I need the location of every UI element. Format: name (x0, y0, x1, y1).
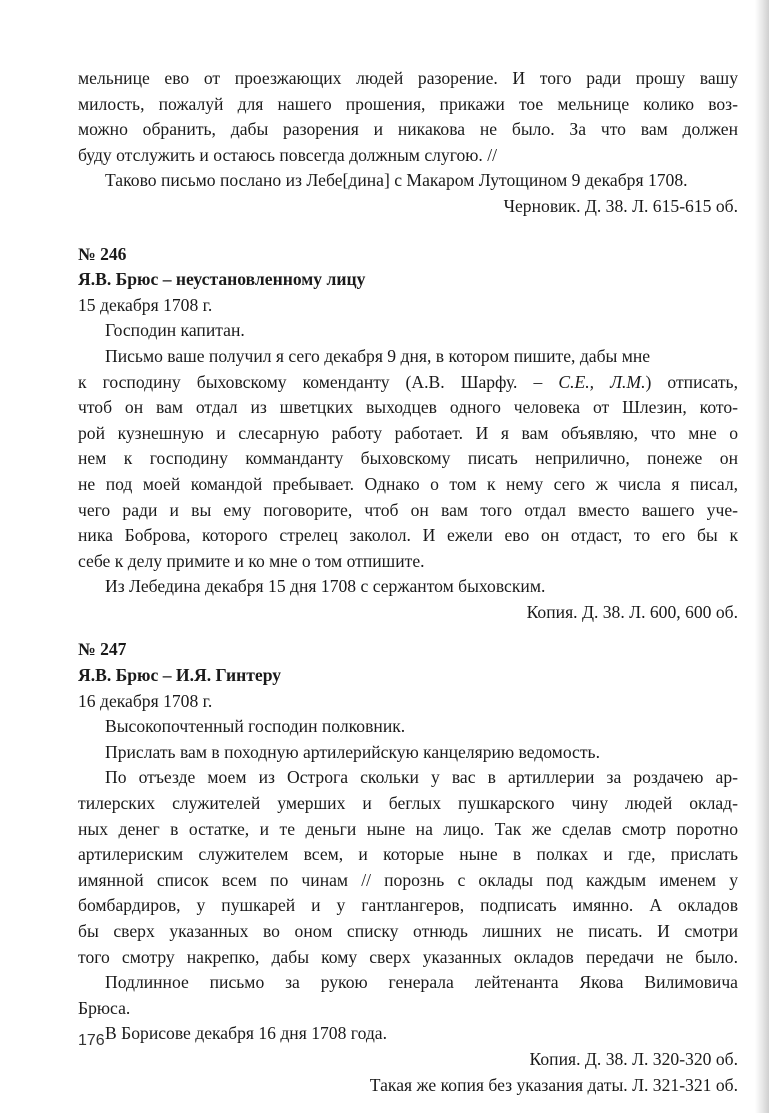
doc-246-title: Я.В. Брюс – неустановленному лицу (78, 269, 366, 290)
editor-initials: С.Е., Л.М. (558, 371, 646, 392)
doc-247-number: № 247 (78, 639, 127, 660)
doc-247-para-line-6: бомбардиров, у пушкарей и у гантлангеров, подписать имянно. А окладов (78, 895, 738, 916)
doc-247-para-line-5: имянной список всем по чинам // порознь с оклады под каждым именем у (78, 869, 738, 890)
doc-246-para-line-7: чего ради и вы ему поговорите, чтоб он вам того отдал вместо вашего уче- (78, 499, 738, 520)
page-number: 176 (78, 1032, 105, 1049)
doc-246-para-line-6: не под моей командой пребывает. Однако о том к нему сего ж числа я писал, (78, 473, 738, 494)
intro-line-3: можно обранить, дабы разорения и никакова не было. За что вам должен (78, 119, 738, 140)
page-edge-shadow (755, 0, 769, 1113)
doc-247-greeting: Высокопочтенный господин полковник. (105, 716, 406, 737)
doc-247-closing: В Борисове декабря 16 дня 1708 года. (105, 1023, 388, 1044)
doc-246-para-line-2-c: ) отписать, (645, 371, 738, 392)
doc-246-para-line-1: Письмо ваше получил я сего декабря 9 дня, в котором пишите, дабы мне (105, 345, 651, 366)
doc-246-para-line-5: нем к господину комманданту быховскому писать неприлично, понеже он (78, 448, 738, 469)
doc-247-para-line-8: того смотру накрепко, дабы кому сверх указанных окладов передачи не было. (78, 946, 738, 967)
document-page (78, 66, 738, 1098)
doc-247-para-line-3: ных денег в остатке, и те деньги ныне на лицо. Так же сделав смотр поротно (78, 818, 738, 839)
doc-247-para-line-4: артилериским служителем всем, и которые ныне в полках и где, прислать (78, 844, 738, 865)
doc-246-para-line-3: чтоб он вам отдал из шветцких выходцев одного человека от Шлезин, кото- (78, 397, 738, 418)
doc-246-para-line-2 (78, 370, 738, 396)
doc-246-number: № 246 (78, 243, 127, 264)
doc-246-para-line-8: ника Боброва, которого стрелец заколол. И ежели ево он отдаст, то его бы к (78, 525, 738, 546)
doc-246-closing: Из Лебедина декабря 15 дня 1708 с сержантом быховским. (105, 576, 546, 597)
doc-247-line-1: Прислать вам в походную артилерийскую канцелярию ведомость. (105, 741, 600, 762)
doc-246-para-line-2-a: к господину быховскому коменданту (А.В. Шарфу. – (78, 371, 543, 392)
doc-247-source-2: Такая же копия без указания даты. Л. 321-321 об. (369, 1074, 738, 1095)
doc-246-date: 15 декабря 1708 г. (78, 294, 213, 315)
spacer (78, 625, 738, 637)
doc-246-para-line-9: себе к делу примите и ко мне о том отпишите. (78, 550, 425, 571)
spacer (78, 220, 738, 242)
doc-247-para-line-7: бы сверх указанных во оном списку отнюдь лишних не писать. И смотри (78, 921, 738, 941)
intro-line-2: милость, пожалуй для нашего прошения, прикажи тое мельнице колико воз- (78, 93, 738, 114)
doc-247-original-line-1: Подлинное письмо за рукою генерала лейтенанта Якова Вилимовича (105, 972, 738, 993)
intro-line-1: мельнице ево от проезжающих людей разорение. И того ради прошу вашу (78, 68, 738, 88)
doc-246-para-line-4: рой кузнешную и слесарную работу работает. И я вам объявляю, что мне о (78, 422, 738, 443)
intro-note: Таково письмо послано из Лебе[дина] с Макаром Лутощином 9 декабря 1708. (105, 170, 688, 191)
doc-247-original-line-2: Брюса. (78, 997, 131, 1018)
doc-247-source-1: Копия. Д. 38. Л. 320-320 об. (529, 1048, 738, 1069)
doc-247-para-line-2: тилерских служителей умерших и беглых пушкарского чину людей оклад- (78, 793, 738, 814)
doc-247-para-line-1: По отъезде моем из Острога скольки у вас в артиллерии за роздачею ар- (105, 767, 738, 788)
intro-line-4: буду отслужить и остаюсь повсегда должным слугою. // (78, 144, 498, 165)
doc-246-source: Копия. Д. 38. Л. 600, 600 об. (526, 601, 738, 622)
doc-247-title: Я.В. Брюс – И.Я. Гинтеру (78, 665, 282, 686)
intro-source: Черновик. Д. 38. Л. 615-615 об. (503, 195, 738, 216)
doc-246-greeting: Господин капитан. (105, 320, 245, 341)
doc-247-date: 16 декабря 1708 г. (78, 690, 213, 711)
